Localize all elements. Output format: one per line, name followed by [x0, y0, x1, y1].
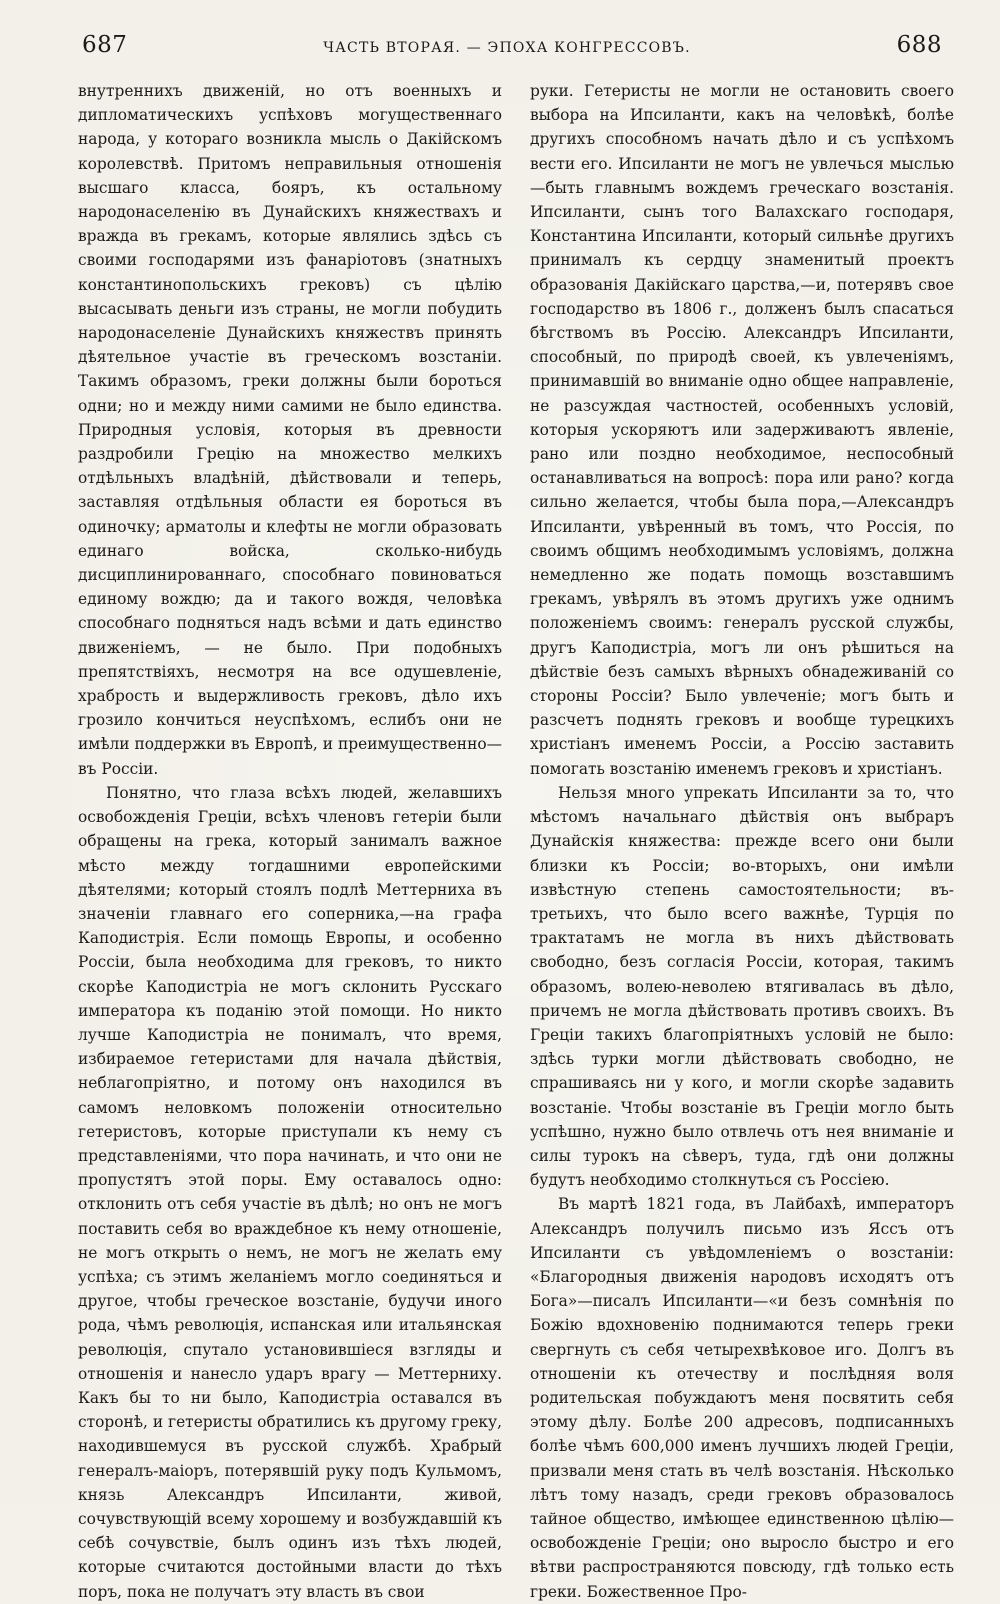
running-title: ЧАСТЬ ВТОРАЯ. — ЭПОХА КОНГРЕССОВЪ.	[323, 40, 691, 56]
page-number-right: 688	[896, 32, 942, 58]
page-number-left: 687	[82, 32, 128, 58]
paragraph: Нельзя много упрекать Ипсиланти за то, что мѣстомъ начальнаго дѣйствія онъ выбраръ Дунайскія княжества: прежде всего они были близки къ Россіи; во-вторыхъ, они имѣли извѣстную степень самостоятельности; въ-третьихъ, что было всего важнѣе, Турція по трактатамъ не могла въ нихъ дѣйствовать свободно, безъ согласія Россіи, которая, такимъ образомъ, волею-неволею втягивалась въ дѣло, причемъ не могла дѣйствовать противъ своихъ. Въ Греціи такихъ благопріятныхъ условій не было: здѣсь турки могли дѣйствовать свободно, не спрашиваясь ни у кого, и могли скорѣе задавить возстаніе. Чтобы возстаніе въ Греціи могло быть успѣшно, нужно было отвлечь отъ нея вниманіе и силы турокъ на сѣверъ, туда, гдѣ они должны будутъ необходимо столкнуться съ Россіею.	[530, 783, 954, 1190]
paragraph: руки. Гетеристы не могли не остановить своего выбора на Ипсиланти, какъ на человѣкѣ, болѣе другихъ способномъ начать дѣло и съ успѣхомъ вести его. Ипсиланти не могъ не увлечься мыслью —быть главнымъ вождемъ греческаго возстанія. Ипсиланти, сынъ того Валахскаго господаря, Константина Ипсиланти, который сильнѣе другихъ принималъ къ сердцу знаменитый проектъ образованія Дакійскаго царства,—и, потерявъ свое господарство въ 1806 г., долженъ былъ спасаться бѣгствомъ въ Россію. Александръ Ипсиланти, способный, по природѣ своей, къ увлеченіямъ, принимавшій во вниманіе одно общее направленіе, не разсуждая частностей, особенныхъ условій, которыя ускоряютъ или задерживаютъ явленіе, рано или поздно необходимое, неспособный останавливаться на вопросѣ: пора или рано? когда сильно желается, чтобы была пора,—Александръ Ипсиланти, увѣренный въ томъ, что Россія, по своимъ общимъ необходимымъ условіямъ, должна немедленно же подать помощь возставшимъ грекамъ, увѣрялъ въ этомъ другихъ уже однимъ положеніемъ своимъ: генералъ русской службы, другъ Каподистріа, могъ ли онъ рѣшиться на дѣйствіе безъ самыхъ вѣрныхъ обнадеживаній со стороны Россіи? Было увлеченіе; могъ быть и разсчетъ поднять грековъ и вообще турецкихъ христіанъ именемъ Россіи, а Россію заставить помогать возстанію именемъ грековъ и христіанъ.	[530, 82, 954, 778]
right-column	[530, 79, 954, 1604]
paragraph: внутреннихъ движеній, но отъ военныхъ и дипломатическихъ успѣховъ могущественнаго народа, у котораго возникла мысль о Дакійскомъ королевствѣ. Притомъ неправильныя отношенія высшаго класса, бояръ, къ остальному народонаселенію въ Дунайскихъ княжествахъ и вражда въ грекамъ, которые являлись здѣсь съ своими господарями изъ фанаріотовъ (знатныхъ константинопольскихъ грековъ) съ цѣлію высасывать деньги изъ страны, не могли побудить народонаселеніе Дунайскихъ княжествъ принять дѣятельное участіе въ греческомъ возстаніи. Такимъ образомъ, греки должны были бороться одни; но и между ними самими не было единства. Природныя условія, которыя въ древности раздробили Грецію на множество мелкихъ отдѣльныхъ владѣній, дѣйствовали и теперь, заставляя отдѣльныя области ея бороться въ одиночку; арматолы и клефты не могли образовать единаго войска, сколько-нибудь дисциплинированнаго, способнаго повиноваться единому вождю; да и такого вождя, человѣка способнаго подняться надъ всѣми и дать единство движеніемъ, — не было. При подобныхъ препятствіяхъ, несмотря на все одушевленіе, храбрость и выдержливость грековъ, дѣло ихъ грозило кончиться неуспѣхомъ, еслибъ они не имѣли поддержки въ Европѣ, и преимущественно—въ Россіи.	[78, 82, 502, 778]
paragraph: Въ мартѣ 1821 года, въ Лайбахѣ, императоръ Александръ получилъ письмо изъ Яссъ отъ Ипсиланти съ увѣдомленіемъ о возстаніи: «Благородныя движенія народовъ исходятъ отъ Бога»—писалъ Ипсиланти—«и безъ сомнѣнія по Божію вдохновенію поднимаются теперь греки свергнуть съ себя четырехвѣковое иго. Долгъ въ отношеніи къ отечеству и послѣдняя воля родительская побуждаютъ меня посвятить себя этому дѣлу. Болѣе 200 адресовъ, подписанныхъ болѣе чѣмъ 600,000 именъ лучшихъ людей Греціи, призвали меня стать въ челѣ возстанія. Нѣсколько лѣтъ тому назадъ, среди грековъ образовалось тайное общество, имѣющее единственною цѣлію—освобожденіе Греціи; оно выросло быстро и его вѣтви распространяются повсюду, гдѣ только есть греки. Божественное Про-	[530, 1195, 954, 1601]
paragraph: Понятно, что глаза всѣхъ людей, желавшихъ освобожденія Греціи, всѣхъ членовъ гетеріи были обращены на грека, который занималъ важное мѣсто между тогдашними европейскими дѣятелями; который стоялъ подлѣ Меттерниха въ значеніи главнаго его соперника,—на графа Каподистрія. Если помощь Европы, и особенно Россіи, была необходима для грековъ, то никто скорѣе Каподистріа не могъ склонить Русскаго императора къ поданію этой помощи. Но никто лучше Каподистріа не понималъ, что время, избираемое гетеристами для начала дѣйствія, неблагопріятно, и потому онъ находился въ самомъ неловкомъ положеніи относительно гетеристовъ, которые приступали къ нему съ представленіями, что пора начинать, и что они не пропустятъ этой поры. Ему оставалось одно: отклонить отъ себя участіе въ дѣлѣ; но онъ не могъ поставить себя во враждебное къ нему отношеніе, не могъ открыть о немъ, не могъ не желать ему успѣха; съ этимъ желаніемъ могло соединяться и другое, чтобы греческое возстаніе, будучи иного рода, чѣмъ революція, испанская или итальянская революція, спутало установившіеся взгляды и отношенія и нанесло ударъ врагу — Меттерниху. Какъ бы то ни было, Каподистріа оставался въ сторонѣ, и гетеристы обратились къ другому греку, находившемуся въ русской службѣ. Храбрый генералъ-маіоръ, потерявшій руку подъ Кульмомъ, князь Александръ Ипсиланти, живой, сочувствующій всему хорошему и возбуждавшій къ себѣ сочувствіе, былъ одинъ изъ тѣхъ людей, которые считаются достойными власти до тѣхъ поръ, пока не получатъ эту власть въ свои	[78, 783, 502, 1601]
left-column	[78, 79, 502, 1604]
page-header	[52, 30, 962, 60]
